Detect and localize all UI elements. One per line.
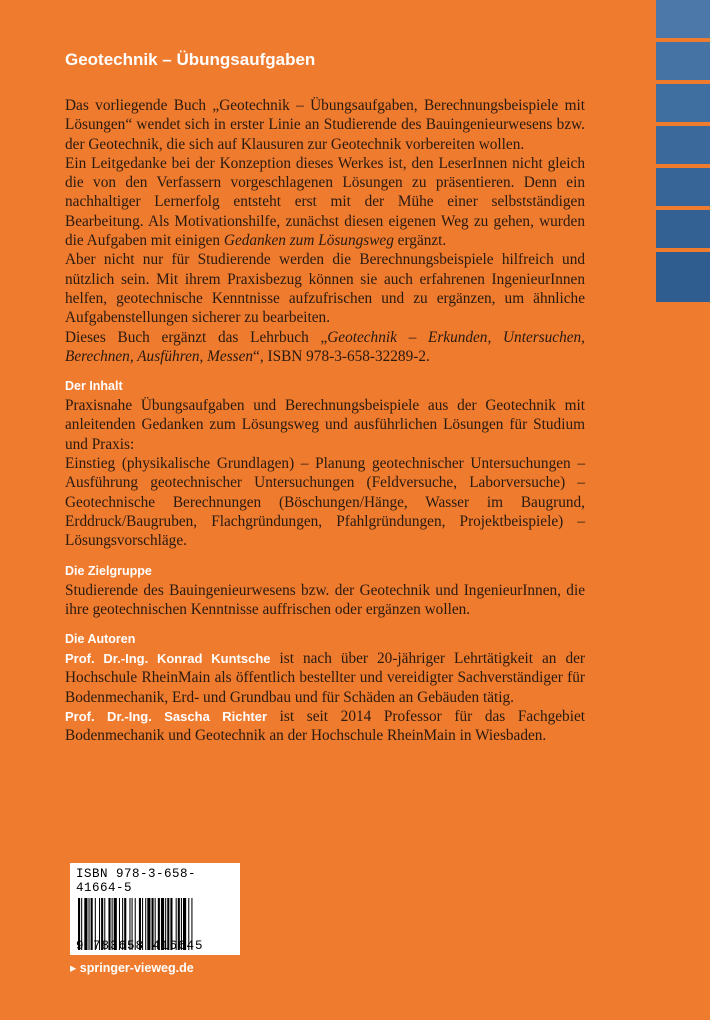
- author-1: Prof. Dr.-Ing. Konrad Kuntsche ist nach über 20-jähriger Lehrtätigkeit an der Hochschule RheinMain als öffentlich bestellter und vereidigter Sachverständiger für Bodenmechanik, Erd- und Grundbau und für Schäden an Gebäuden tätig.: [65, 650, 585, 706]
- isbn-label: ISBN 978-3-658-41664-5: [76, 867, 197, 895]
- section-zielgruppe: [65, 564, 585, 620]
- inhalt-heading: Der Inhalt: [65, 379, 123, 394]
- zielgruppe-heading: Die Zielgruppe: [65, 563, 152, 578]
- author-2: Prof. Dr.-Ing. Sascha Richter ist seit 2014 Professor für das Fachgebiet Bodenmechanik und Geotechnik an der Hochschule RheinMain in Wiesbaden.: [65, 708, 585, 745]
- intro-paragraph-2: Ein Leitgedanke bei der Konzeption dieses Werkes ist, den LeserInnen nicht gleich die von den Verfassern vorgeschlagenen Lösungen zu präsentieren. Denn ein nachhaltiger Lernerfolg entsteht erst mit der Mühe einer selbstständigen Bearbeitung. Als Motivationshilfe, zunächst diesen eigenen Weg zu gehen, wurden die Aufgaben mit einigen Gedanken zum Lösungsweg ergänzt.: [65, 154, 585, 250]
- section-autoren: [65, 632, 585, 745]
- section-inhalt: [65, 379, 585, 550]
- publisher-link[interactable]: [70, 960, 194, 975]
- book-title: Geotechnik – Übungsaufgaben: [65, 50, 316, 69]
- arrow-icon: ▸: [70, 961, 77, 975]
- intro-paragraph-4: Dieses Buch ergänzt das Lehrbuch „Geotechnik – Erkunden, Untersuchen, Berechnen, Ausführen, Messen“, ISBN 978-3-658-32289-2.: [65, 328, 585, 365]
- intro-paragraph-3: Aber nicht nur für Studierende werden die Berechnungsbeispiele hilfreich und nützlich sein. Mit ihrem Praxisbezug können sie auch erfahrenen IngenieurInnen helfen, geotechnische Kenntnisse aufzufrischen und zu ergänzen, um ähnliche Aufgabenstellungen sicherer zu bearbeiten.: [65, 251, 585, 327]
- autoren-heading: Die Autoren: [65, 632, 136, 647]
- author-1-name: Prof. Dr.-Ing. Konrad Kuntsche: [65, 651, 271, 667]
- decorative-stripes: [656, 0, 710, 316]
- publisher-url: springer-vieweg.de: [79, 961, 194, 975]
- back-cover-text: [65, 50, 585, 746]
- author-2-name: Prof. Dr.-Ing. Sascha Richter: [65, 709, 268, 725]
- inhalt-text-1: Praxisnahe Übungsaufgaben und Berechnungsbeispiele aus der Geotechnik mit anleitenden Gedanken zum Lösungsweg und ausführlichen Lösungen für Studium und Praxis:: [65, 397, 585, 453]
- barcode-digits: 9 783658 416645: [76, 939, 204, 953]
- zielgruppe-text: Studierende des Bauingenieurwesens bzw. der Geotechnik und IngenieurInnen, die ihre geotechnischen Kenntnisse auffrischen oder ergänzen wollen.: [65, 581, 585, 618]
- intro-paragraph-1: Das vorliegende Buch „Geotechnik – Übungsaufgaben, Berechnungsbeispiele mit Lösungen“ wendet sich in erster Linie an Studierende des Bauingenieurwesens bzw. der Geotechnik, die sich auf Klausuren zur Geotechnik vorbereiten wollen.: [65, 97, 585, 153]
- inhalt-text-2: Einstieg (physikalische Grundlagen) – Planung geotechnischer Untersuchungen – Ausführung geotechnischer Untersuchungen (Feldversuche, Laborversuche) – Geotechnische Berechnungen (Böschungen/Hänge, Wasser im Baugrund, Erddruck/Baugruben, Flachgründungen, Pfahlgründungen, Projektbeispiele) – Lösungsvorschläge.: [65, 455, 585, 550]
- isbn-barcode: [70, 863, 240, 955]
